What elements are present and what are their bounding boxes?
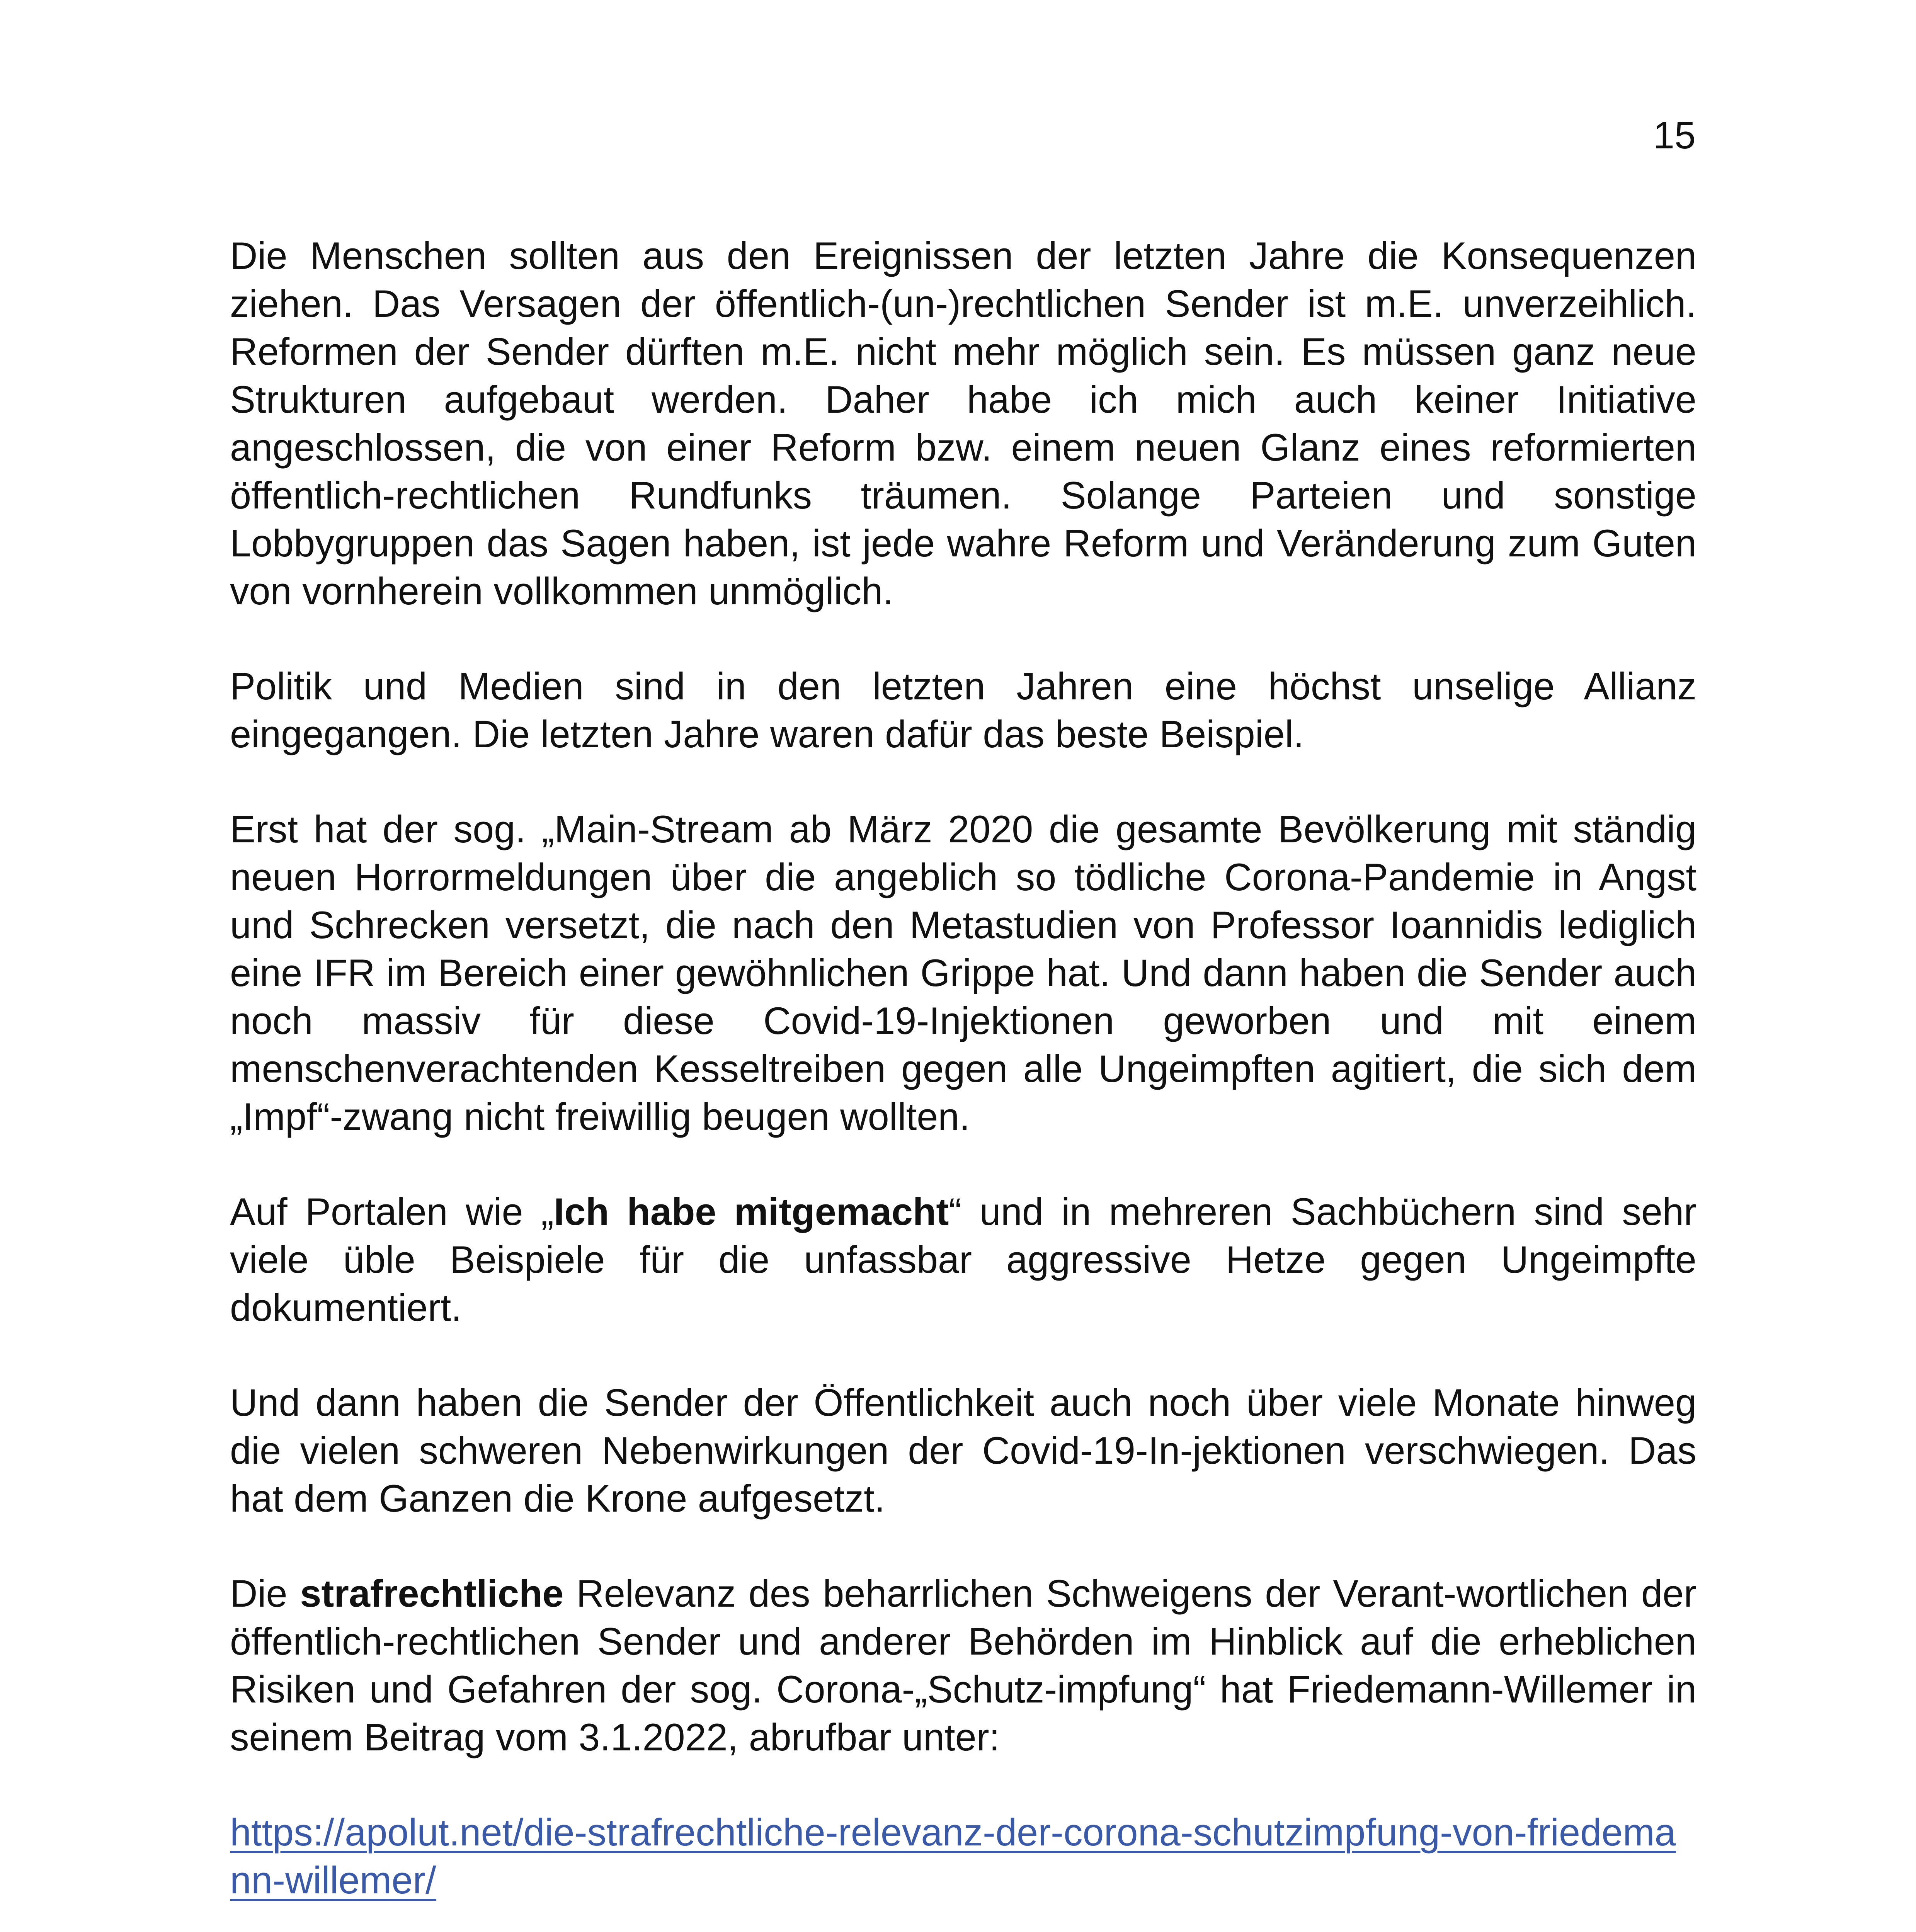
paragraph-4-bold-portal-name: Ich habe mitgemacht <box>553 1190 949 1233</box>
paragraph-6-text-after: Relevanz des beharrlichen Schweigens der Verant-wortlichen der öffentlich-rechtlichen Sender und anderer Behörden im Hinblick auf die erheblichen Risiken und Gefahren der sog. Corona-„Schutz-impfung“ hat Friedemann-Willemer in seinem Beitrag vom 3.1.2022, abrufbar unter: <box>230 1572 1696 1759</box>
paragraph-6-text-before: Die <box>230 1572 300 1615</box>
paragraph-2: Politik und Medien sind in den letzten Jahren eine höchst unselige Allianz eingegangen. Die letzten Jahre waren dafür das beste Beispiel. <box>230 665 1696 755</box>
document-body <box>230 232 1696 1932</box>
paragraph-6-bold-term: strafrechtliche <box>300 1572 564 1615</box>
paragraph-4-text-before: Auf Portalen wie „ <box>230 1190 554 1233</box>
paragraph-3: Erst hat der sog. „Main-Stream ab März 2020 die gesamte Bevölkerung mit ständig neuen Horrormeldungen über die angeblich so tödliche Corona-Pandemie in Angst und Schrecken versetzt, die nach den Metastudien von Professor Ioannidis lediglich eine IFR im Bereich einer gewöhnlichen Grippe hat. Und dann haben die Sender auch noch massiv für diese Covid-19-Injektionen geworben und mit einem menschenverachtenden Kesseltreiben gegen alle Ungeimpften agitiert, die sich dem „Impf“-zwang nicht freiwillig beugen wollten. <box>230 808 1696 1138</box>
paragraph-5: Und dann haben die Sender der Öffentlichkeit auch noch über viele Monate hinweg die vielen schweren Nebenwirkungen der Covid-19-In-jektionen verschwiegen. Das hat dem Ganzen die Krone aufgesetzt. <box>230 1381 1696 1520</box>
paragraph-1: Die Menschen sollten aus den Ereignissen der letzten Jahre die Konsequenzen ziehen. Das Versagen der öffentlich-(un-)rechtlichen Sender ist m.E. unverzeihlich. Reformen der Sender dürften m.E. nicht mehr möglich sein. Es müssen ganz neue Strukturen aufgebaut werden. Daher habe ich mich auch keiner Initiative angeschlossen, die von einer Reform bzw. einem neuen Glanz eines reformierten öffentlich-rechtlichen Rundfunks träumen. Solange Parteien und sonstige Lobbygruppen das Sagen haben, ist jede wahre Reform und Veränderung zum Guten von vornherein vollkommen unmöglich. <box>230 234 1696 612</box>
paragraph-4 <box>230 1188 1696 1332</box>
paragraph-6 <box>230 1570 1696 1761</box>
link-paragraph <box>230 1808 1696 1904</box>
article-link[interactable]: https://apolut.net/die-strafrechtliche-relevanz-der-corona-schutzimpfung-von-friedemann-willemer/ <box>230 1811 1676 1901</box>
page-number: 15 <box>1653 114 1696 156</box>
paragraph-4-text-after: “ und in mehreren Sachbüchern sind sehr viele üble Beispiele für die unfassbar aggressive Hetze gegen Ungeimpfte dokumentiert. <box>230 1190 1696 1329</box>
